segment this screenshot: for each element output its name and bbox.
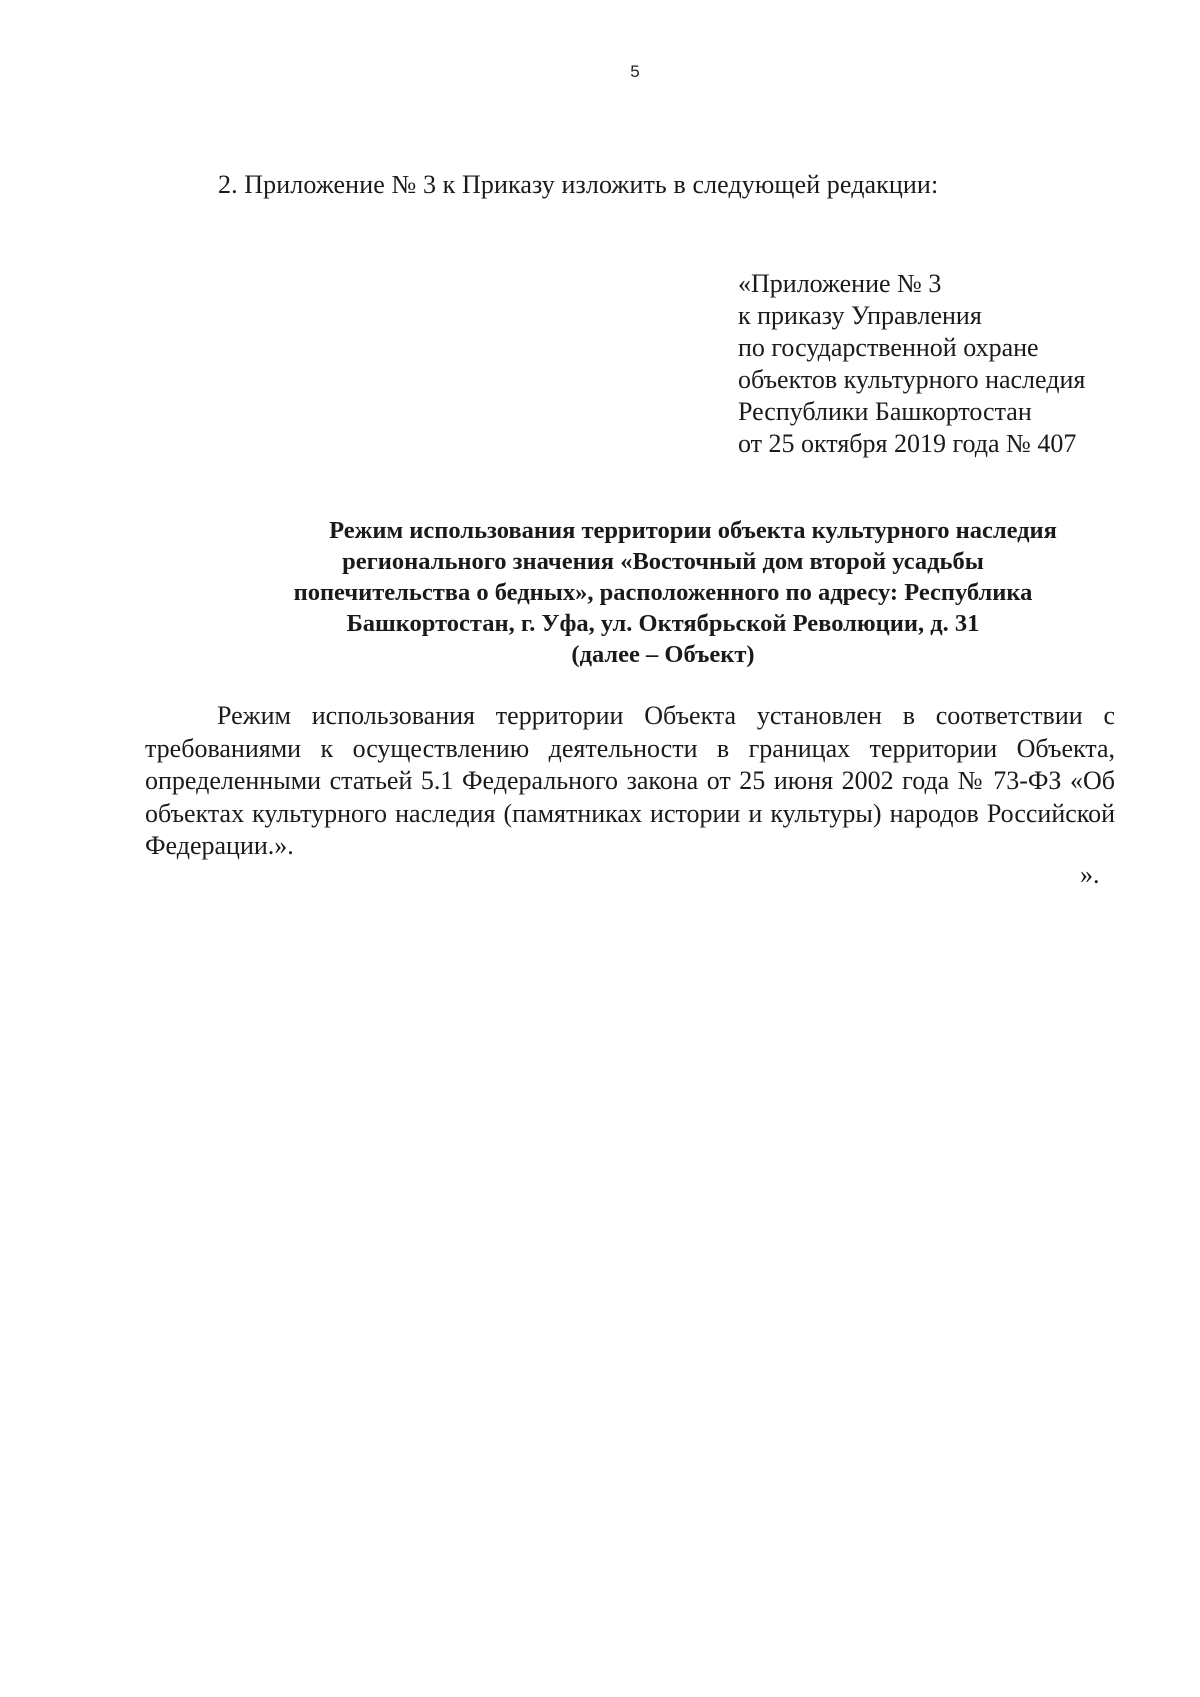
title-line: Башкортостан, г. Уфа, ул. Октябрьской Революции, д. 31 xyxy=(346,610,980,637)
intro-paragraph: 2. Приложение № 3 к Приказу изложить в следующей редакции: xyxy=(218,170,939,199)
title-line: (далее – Объект) xyxy=(571,641,755,668)
appendix-line: объектов культурного наследия xyxy=(738,365,1086,394)
body-text: Режим использования территории Объекта установлен в соответствии с требованиями к осуществлению деятельности в границах территории Объекта, определенными статьей 5.1 Федерального закона от 25 июня 2002 года № 73-ФЗ «Об объектах культурного наследия (памятниках истории и культуры) народов Российской Федерации.». xyxy=(145,701,1115,860)
appendix-line: от 25 октября 2019 года № 407 xyxy=(738,429,1077,458)
body-paragraph xyxy=(145,700,1115,863)
document-title xyxy=(150,515,1176,670)
title-line: регионального значения «Восточный дом второй усадьбы xyxy=(342,548,984,575)
title-line: Режим использования территории объекта культурного наследия xyxy=(329,517,1057,544)
closing-quote: ». xyxy=(1080,860,1100,889)
page-number: 5 xyxy=(630,62,640,81)
appendix-line: Республики Башкортостан xyxy=(738,397,1032,426)
appendix-reference-block xyxy=(738,268,1158,460)
appendix-line: «Приложение № 3 xyxy=(738,269,942,298)
appendix-line: по государственной охране xyxy=(738,333,1039,362)
appendix-line: к приказу Управления xyxy=(738,301,982,330)
title-line: попечительства о бедных», расположенного по адресу: Республика xyxy=(293,579,1033,606)
